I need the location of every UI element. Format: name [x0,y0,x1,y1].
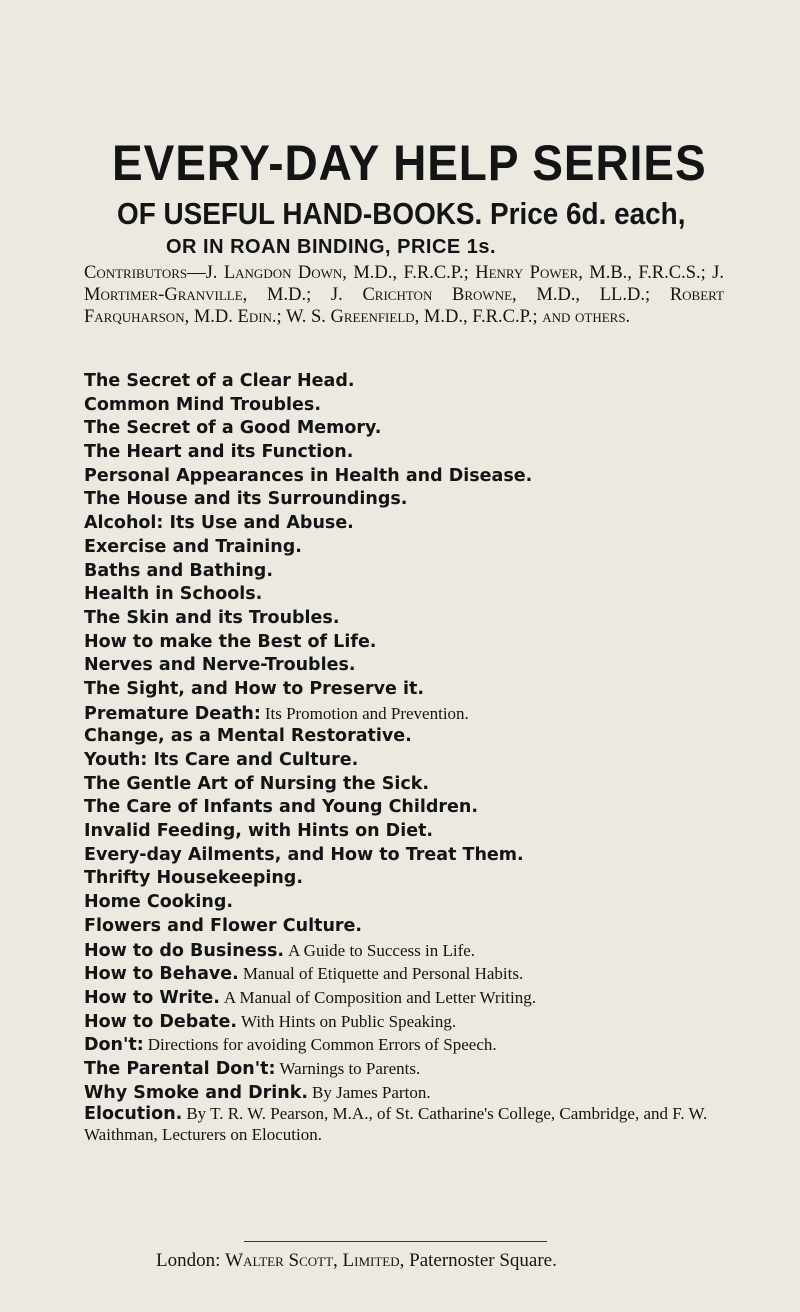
book-entry [84,441,764,465]
book-entry [84,536,764,560]
series-title: EVERY-DAY HELP SERIES [112,135,707,191]
book-title: The Secret of a Good Memory. [84,418,382,439]
book-title: How to Behave. [84,964,239,985]
book-entry [84,678,764,702]
book-entry [84,915,764,939]
book-entry [84,1104,734,1146]
book-title: Baths and Bathing. [84,560,273,581]
book-title: The Parental Don't: [84,1058,276,1079]
book-entry [84,820,764,844]
book-title: Common Mind Troubles. [84,394,321,415]
book-entry [84,891,764,915]
book-title: Youth: Its Care and Culture. [84,750,359,770]
book-entry [84,867,764,891]
series-subtitle: OF USEFUL HAND-BOOKS. Price 6d. each, [117,196,686,231]
book-title: Don't: [84,1035,144,1056]
book-description: By T. R. W. Pearson, M.A., of St. Catharine's College, Cambridge, and F. W. Waithman, Lecturers on Elocution. [84,1104,708,1145]
book-title: How to make the Best of Life. [84,631,377,652]
book-title: Thrifty Housekeeping. [84,868,303,889]
book-title: How to Write. [84,987,220,1008]
publisher-imprint [156,1250,557,1272]
book-entry [84,986,764,1010]
book-title: How to do Business. [84,940,285,961]
book-entry [84,1010,764,1034]
book-entry [84,394,764,418]
book-title: Every-day Ailments, and How to Treat Them. [84,844,524,865]
book-title: Nerves and Nerve-Troubles. [84,655,356,676]
book-title: How to Debate. [84,1011,238,1032]
binding-price: OR IN ROAN BINDING, PRICE 1s. [166,236,497,258]
book-title: Flowers and Flower Culture. [84,915,363,936]
book-entry [84,607,764,631]
contributors-paragraph: Contributors—J. Langdon Down, M.D., F.R.C.P.; Henry Power, M.B., F.R.C.S.; J. Mortimer-Granville, M.D.; J. Crichton Browne, M.D., LL.D.; Robert Farquharson, M.D. Edin.; W. S. Greenfield, M.D., F.R.C.P.; and others. [84,263,724,327]
book-entry [84,654,764,678]
book-entry [84,370,764,394]
book-entry [84,796,764,820]
divider-rule [244,1241,547,1242]
book-entry [84,560,764,584]
book-title: Health in Schools. [84,584,263,605]
book-title: Change, as a Mental Restorative. [84,726,412,747]
book-title: The Skin and its Troubles. [84,607,340,628]
book-title: Exercise and Training. [84,536,302,557]
book-title: The Care of Infants and Young Children. [84,797,478,818]
book-description: Its Promotion and Prevention. [264,703,469,723]
book-list [84,370,764,1146]
book-entry [84,465,764,489]
book-entry [84,844,764,868]
book-title: The Sight, and How to Preserve it. [84,678,424,699]
book-entry [84,1057,764,1081]
book-entry [84,512,764,536]
book-description: By James Parton. [312,1082,431,1102]
book-entry [84,417,764,441]
book-entry [84,1033,764,1057]
book-title: Why Smoke and Drink. [84,1082,309,1103]
book-description: Directions for avoiding Common Errors of Speech. [147,1035,497,1055]
imprint-publisher: Walter Scott, Limited, [225,1250,405,1271]
book-entry [84,488,764,512]
book-entry [84,962,764,986]
book-description: A Guide to Success in Life. [288,940,476,960]
book-description: Warnings to Parents. [279,1058,421,1078]
imprint-city: London: [156,1250,221,1271]
book-description: A Manual of Composition and Letter Writing. [223,987,536,1007]
book-title: The Secret of a Clear Head. [84,371,355,391]
book-entry [84,939,764,963]
book-entry [84,583,764,607]
book-title: Premature Death: [84,703,261,724]
book-entry [84,773,764,797]
book-title: The Heart and its Function. [84,442,354,463]
book-title: Elocution. [84,1104,183,1125]
book-entry [84,702,764,726]
book-title: Personal Appearances in Health and Disease. [84,465,533,486]
book-title: Invalid Feeding, with Hints on Diet. [84,821,434,842]
book-title: Alcohol: Its Use and Abuse. [84,513,354,534]
imprint-address: Paternoster Square. [409,1250,557,1271]
book-entry [84,725,764,749]
book-entry [84,749,764,773]
book-description: Manual of Etiquette and Personal Habits. [242,964,524,984]
book-description: With Hints on Public Speaking. [241,1011,457,1031]
book-title: The House and its Surroundings. [84,489,408,510]
book-title: The Gentle Art of Nursing the Sick. [84,773,430,794]
book-entry [84,631,764,655]
book-title: Home Cooking. [84,892,234,913]
book-entry [84,1081,764,1105]
